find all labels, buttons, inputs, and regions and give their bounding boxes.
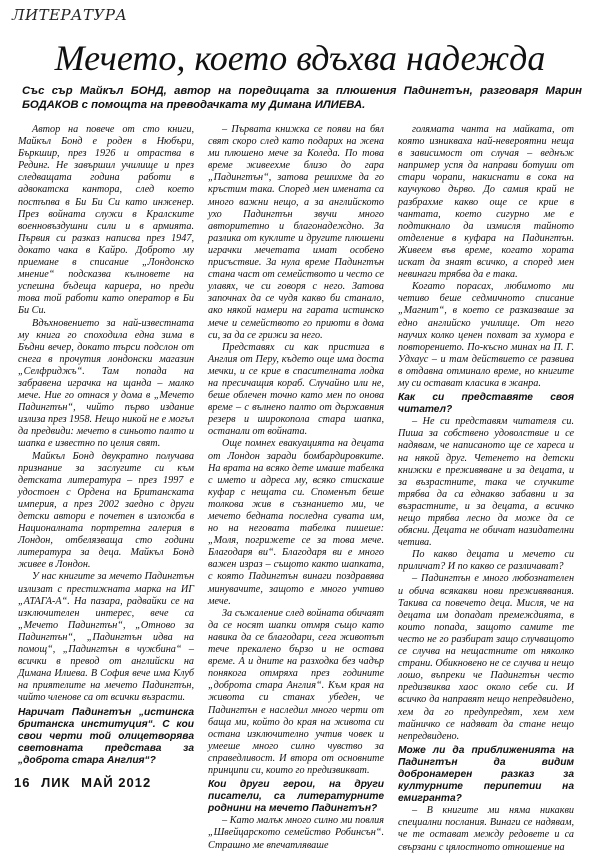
paragraph: Още помнех евакуацията на децата от Лондон заради бомбардировките. На врата на всяко дете имаше табелка с името и адреса му, всяко стискаше куфар с нещата си. Споменът беше толкова жив в съзнанието ми, че мечето бедната последна сувата им, но на неговата табелка пишеше: „Моля, погрижете се за това мече. Благодаря ви“. Благодаря ви е много важен израз – същото както шапката, с която Падингтън винаги поздравява минувачите, защото е много учтиво мече. [208,438,384,607]
page-number: 16 [14,775,31,790]
paragraph: – Като малък много силно ми повлия „Швейцарското семейство Робинсън“. Страшно ме впечатляваше [208,815,384,851]
paragraph: У нас книгите за мечето Падингтън излизат с престижната марка на ИГ „АТАГА-А“. На пазара, радвайки се на изключителен интерес, вече са „Мечето Падингтън“, „Отново за Падингтън“, „Падингтън идва на помощ“, „Падингтън в чужбина“ – всички в превод от английски на Димана Илиева. В София вече има Клуб на приятелите на мечето Падингтън, чийто членове са от всички възрасти. [18,571,194,704]
paragraph: Вдъхновението за най-известната му книга го споходила една зима в Бъдни вечер, докато търси подслон от снега в прочутия лондонски магазин „Селфриджъ“. Там попада на забравена играчка на щанда – малко мече. Ние го отнася у дома в „Мечето Падингтън“, чийто първо издание излиза през 1958. Нещо никой не е могъл да предвиди: мечето в синьото палто и шапка е известно по целия свят. [18,317,194,450]
text-column-1 [18,124,194,766]
text-column-3 [398,124,574,853]
page-footer [14,775,157,790]
issue-date: МАЙ 2012 [81,775,152,790]
paragraph: Когато порасах, любимото ми четиво беше седмичното списание „Магнит“, в което се разказваше за едно английско училище. От него научих колко ценен похват за хумора е повторението. По-късно минах на П. Г. Удхаус – и там действието се развива в отдавна отминало време, но книгите му си остават класика в жанра. [398,281,574,389]
paragraph: – В книгите ми няма никакви специални послания. Винаги се надявам, че те остават между редовете и са свързани с цялостното отношение на [398,805,574,853]
paragraph: – Падингтън е много любознателен и обича всякакви нови преживявания. Такива са повечето деца. Мисля, че на децата им допадат премеждията, в които попада, защото самите те често не го разбират защо случващото се случва на нещастните от няколко страни. Обикновено не се случва и нещо лошо, въпреки че Падингтън често предизвиква хаос около себе си. И всичко да направят нещо непредвидено, хем да го предупредят, хем хем тайничко се надяват да стане нещо непредвидено. [398,573,574,742]
interview-question: Наричат Падингтън „истинска британска институция“. С кои свои черти той олицетворява световната представа за „доброта стара Англия“? [18,706,194,766]
paragraph: По какво децата и мечето си приличат? И по какво се различават? [398,549,574,573]
paragraph: голямата чанта на майката, от която изникваха най-невероятни неща в зависимост от случая – веднъж например успя да направи ботуши от стари чорапи, накиснати в сока на каучуково дърво. До самия край не разбрахме какво още се крие в чантата, което сигурно ме е подтикнало да измисля тайното отделение в куфара на Падингтън. Живеем във време, когато хората искат да знаят всичко, а според мен невинаги трябва да е така. [398,124,574,281]
magazine-name: ЛИК [41,775,71,790]
lede: Със сър Майкъл БОНД, автор на поредицата за плюшения Падингтън, разговаря Марин БОДАКОВ с помощта на преводачката му Димана ИЛИЕВА. [22,85,582,111]
paragraph: Представях си как пристига в Англия от Перу, където още има доста мечки, и се крие в спасителната лодка на пресичащия кораб. Случайно или не, беше облечен точно като мен по онова време – с вълнено палто от държавния резерв и широкопола стара шапка, останали от войната. [208,341,384,438]
paragraph: За съжаление след войната обичаят да се носят шапки отмря също като навика да се благодари, сега животът тече прекалено бързо и не остава време. А и дните на разходка без чадър понякога отмряха през годините „доброта стара Англия“. Към края на живота си станах убеден, че Падингтън е наследил много черти от баща ми, който до края на живота си остана изключително учтив човек и умееше много силно чувство за справедливост. И втора от основните принципи си, които го предизвикват. [208,607,384,776]
interview-question: Може ли да приближенията на Падингтън да видим добронамерен разказ за културните перипетии на емигранта? [398,744,574,805]
interview-question: Как си представяте своя читател? [398,392,574,416]
interview-question: Кои други герои, на други писатели, са литературните роднини на мечето Падингтън? [208,779,384,815]
paragraph: Майкъл Бонд двукратно получава признание за заслугите си към детската литература – през 1997 е удостоен с Ордена на Британската империя, а през 2002 заедно с други детски автори е почетен в изложба в Националната портретна галерия в Лондон, отбелязваща сто години литература за деца. Майкъл Бонд живее в Лондон. [18,450,194,571]
paragraph: – Не си представям читателя си. Пиша за собствено удоволствие и се надявам, че написаното ще се хареса и на някой друг. Четенето на детски книжки е преживяване и за децата, и за възрастните, така че случките трябва да са еднакво забавни и за възрастните, и за децата, а всичко нещо трябва лесно да може да се обясни. Децата не обичат назидателни четива. [398,416,574,549]
page-title: Мечето, което вдъхва надежда [54,38,546,78]
paragraph: Автор на повече от сто книги, Майкъл Бонд е роден в Нюбъри, Бъркшир, през 1926 и отраства в Рединг. Не завършил училище и през следващата година работи в адвокатска кантора, след което постъпва в Би Би Си като инженер. През войната служи в Кралските военновъздушни сили и в армията. Първия си разказ написва през 1947, докато чака в Кайро. Доброто му приемане в списание „Лондонско мнение“ подсказва кълновете на успешна бъдеща кариера, но преди това той работи като оператор в Би Би Си. [18,124,194,317]
paragraph: – Първата книжка се появи на бял свят скоро след като подарих на жена ми плюшено мече за Коледа. По това време живеехме близо до гара „Падингтън“, затова решихме да го кръстим така. Според мен имената са много важни нещо, а за английското ухо Падингтън звучи много авторитетно и благонадеждно. За разлика от куклите и другите плюшени играчки мечетата имат особено присъствие. За нула време Падингтън стана част от семейството и често се улавях, че си говоря с него. Затова започнах да се чудя какво би станало, ако някой намери на гарата истинско мече и семейството го приюти в дома си, за да се грижи за него. [208,124,384,341]
text-column-2 [208,124,384,851]
section-label: ЛИТЕРАТУРА [12,6,128,24]
